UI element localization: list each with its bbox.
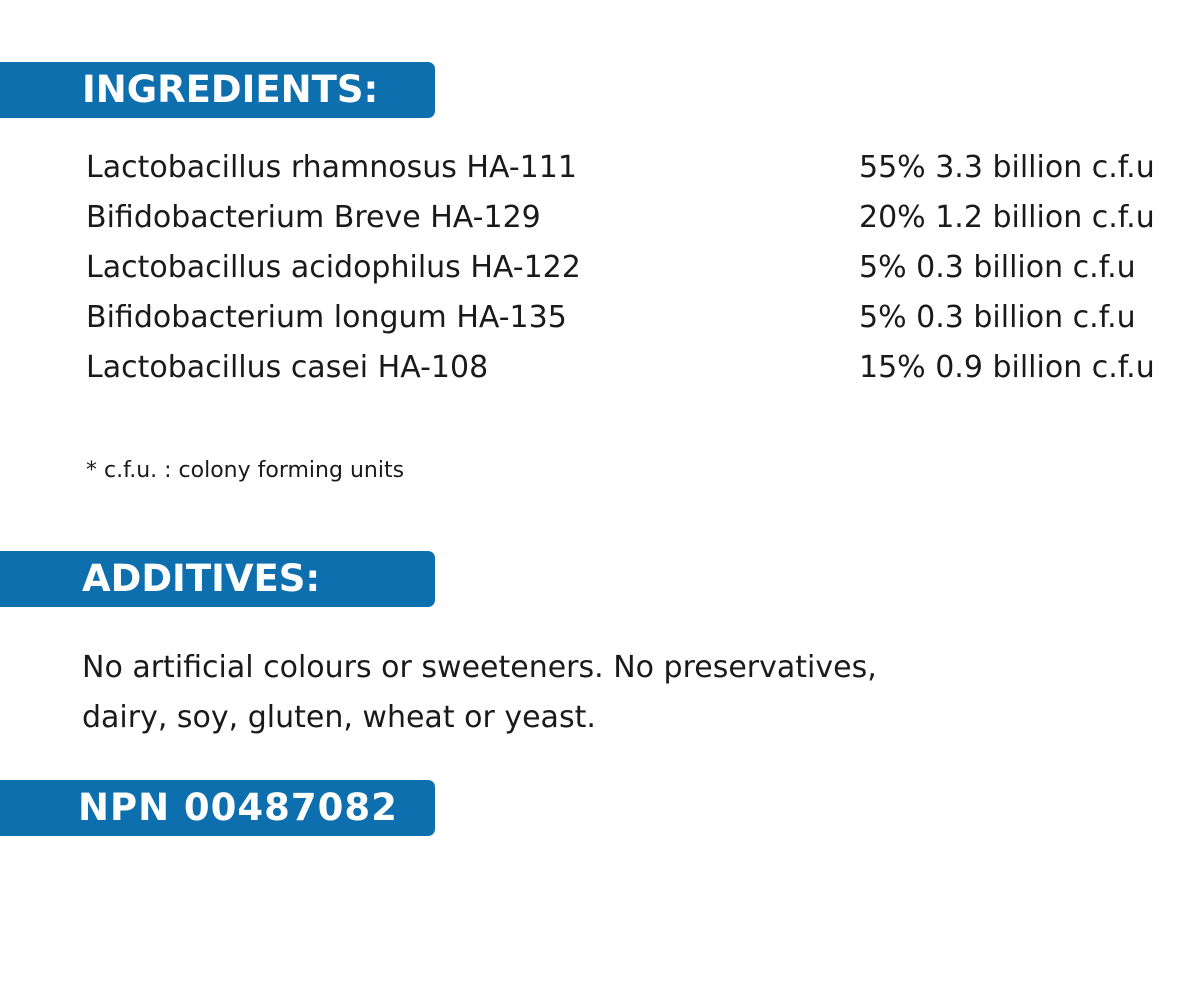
ingredient-row (86, 293, 1196, 343)
additives-text-line-2: dairy, soy, gluten, wheat or yeast. (82, 700, 596, 735)
ingredients-list (86, 143, 1196, 393)
ingredient-name: Lactobacillus casei HA-108 (86, 350, 489, 385)
ingredient-name: Bifidobacterium Breve HA-129 (86, 200, 541, 235)
ingredient-name: Lactobacillus rhamnosus HA-111 (86, 150, 577, 185)
ingredient-amount: 20% 1.2 billion c.f.u (859, 200, 1155, 235)
ingredient-row (86, 193, 1196, 243)
npn-badge: NPN 00487082 (0, 780, 435, 836)
additives-text-line-1: No artificial colours or sweeteners. No preservatives, (82, 650, 877, 685)
ingredient-row (86, 143, 1196, 193)
ingredients-heading: INGREDIENTS: (0, 62, 435, 118)
ingredient-amount: 55% 3.3 billion c.f.u (859, 150, 1155, 185)
ingredient-amount: 5% 0.3 billion c.f.u (859, 300, 1136, 335)
additives-text (82, 643, 1082, 743)
additives-heading: ADDITIVES: (0, 551, 435, 607)
ingredient-name: Bifidobacterium longum HA-135 (86, 300, 567, 335)
ingredient-row (86, 243, 1196, 293)
ingredient-amount: 5% 0.3 billion c.f.u (859, 250, 1136, 285)
cfu-footnote: * c.f.u. : colony forming units (86, 458, 405, 483)
ingredient-amount: 15% 0.9 billion c.f.u (859, 350, 1155, 385)
ingredient-name: Lactobacillus acidophilus HA-122 (86, 250, 581, 285)
ingredient-row (86, 343, 1196, 393)
